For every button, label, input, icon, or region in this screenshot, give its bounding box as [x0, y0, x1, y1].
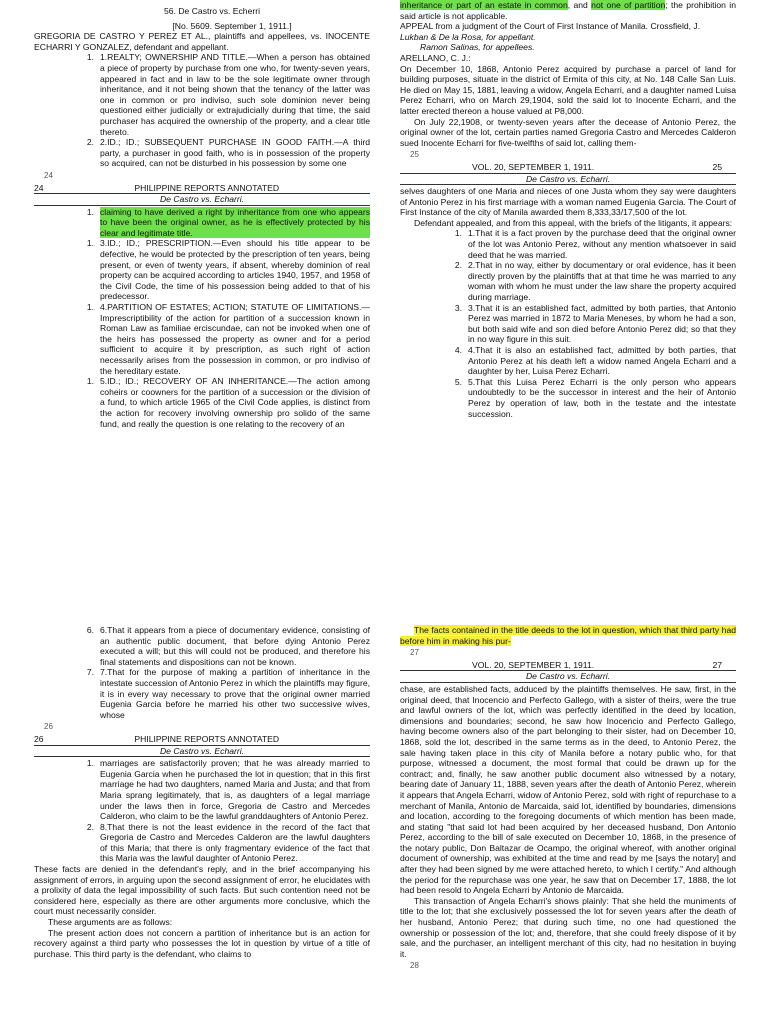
case-title: 56. De Castro vs. Echerri	[164, 6, 260, 16]
docket-number: [No. 5609. September 1, 1911.]	[172, 20, 292, 31]
list-item: 1. claiming to have derived a right by inheritance from one who appears to have been the original owner, as he is effectively protected by his clear and legitimate title.	[86, 206, 370, 238]
case-parties: GREGORIA DE CASTRO Y PEREZ ET AL., plaintiffs and appellees, vs. INOCENTE ECHARRI Y GONZALEZ, defendant and appellant.	[34, 31, 370, 52]
running-subtitle: De Castro vs. Echarri.	[34, 194, 370, 206]
opinion-paragraph: These facts are denied in the defendant's reply, and in the brief accompanying his assignment of errors, in arguing upon the second assignment of error, he elucidates with a prolixity of data the legal impossibility of such facts. But such contention need not be considered here, especially as there are other arguments more conclusive, which the court must necessarily consider.	[34, 864, 370, 917]
syllabus-list-continued	[34, 207, 370, 429]
page-number: 28	[410, 961, 419, 971]
opinion-paragraph: On July 22,1908, or twenty-seven years after the decease of Antonio Perez, the original owner of the lot, certain parties named Gregoria Castro and Mercedes Calderon sued Inocente Echarri for five-twelfths of said lot, calling them-	[400, 116, 736, 148]
syllabus-list	[34, 52, 370, 169]
list-item: 4. 4.That it is also an established fact, admitted by both parties, that Antonio Perez at his death left a widow named Angela Echarri and a daughter by her, Luisa Perez Echarri.	[454, 345, 736, 377]
running-header: 26 PHILIPPINE REPORTS ANNOTATED	[34, 734, 370, 746]
list-item: 1. marriages are satisfactorily proven; that he was already married to Eugenia Garcia when he purchased the lot in question; that in this first marriage he had two daughters, named Maria and Justa; and that from Maria sprang legitimately, that is, as daughters of a legal marriage under the laws then in force, Gregoria de Castro and Mercedes Calderon, who claim to be the lawful granddaughters of Antonio Perez.	[86, 758, 370, 822]
list-item: 1. 5.ID.; ID.; RECOVERY OF AN INHERITANCE.—The action among coheirs or coowners for the partition of a succession or the division of a fund, to which article 1965 of the Civil Code applies, is distinct from the action for recovery involving ownership pro solido of the same fund, and really the question is one relating to the recovery of an	[86, 376, 370, 429]
list-item: 2. 8.That there is not the least evidence in the record of the fact that Gregoria de Castro and Mercedes Calderon are the lawful daughters of this Maria; that there is only fragmentary evidence of the fact that this Maria was the lawful daughter of Antonio Perez.	[86, 821, 370, 864]
list-item: 1. 3.ID.; ID.; PRESCRIPTION.—Even should his title appear to be defective, he would be protected by the prescription of ten years, being present, or even of twenty years, if absent, whereby dominion of real property can be acquired according to articles 1940, 1957, and 1958 of the Civil Code, the time of his possession being added to that of his predecessor.	[86, 238, 370, 302]
list-item: 1. 1.That it is a fact proven by the purchase deed that the original owner of the lot was Antonio Perez, without any mention whatsoever in said deed that he was married.	[454, 228, 736, 260]
opinion-paragraph: The facts contained in the title deeds to the lot in question, which that third party had before him in making his pur-	[400, 625, 736, 646]
counsel-appellees: Ramon Salinas, for appellees.	[420, 42, 535, 53]
list-item: 1. 1.REALTY; OWNERSHIP AND TITLE.—When a person has obtained a piece of property by purchase from one who, for twenty-seven years, appeared in fact and in law to be the sole legitimate owner through inheritance, and it not being shown that the tenancy of the latter was one in common or pro indiviso, such sole dominion never being questioned either judicially or extrajudicially during that time, the said purchaser has acquired the ownership of the property, and a clear title thereto.	[86, 52, 370, 137]
findings-list-continued	[34, 625, 370, 720]
counsel-appellant: Lukban & De la Rosa, for appellant.	[400, 31, 536, 42]
running-header: 24 PHILIPPINE REPORTS ANNOTATED	[34, 183, 370, 195]
list-item: 6. 6.That it appears from a piece of documentary evidence, consisting of an authentic public document, that before dying Antonio Perez executed a will; but this will could not be produced, and therefore his final statements and dispositions can not be known.	[86, 625, 370, 667]
opinion-paragraph: This transaction of Angela Echarri's shows plainly: That she held the muniments of title to the lot; that she exclusively possessed the lot for seven years after the death of her husband, Antonio Perez; that during such time, no one had questioned the ownership or possession of the lot; and, therefore, that she could freely dispose of it by sale, and the purchaser, an intelligent merchant of this city, had no hesitation in buying it.	[400, 895, 736, 959]
list-item: 1. 4.PARTITION OF ESTATES; ACTION; STATUTE OF LIMITATIONS.—Imprescriptibility of the action for partition of a succession known in Roman Law as familiae erciscundae, can not be invoked when one of the heirs has possessed the property as owner and for a period sufficient to acquire it by prescription, as such right of action necessarily arises from the possession in common, or pro indiviso of the hereditary estate.	[86, 302, 370, 376]
opinion-paragraph: selves daughters of one Maria and nieces of one Justa whom they say were daughters of Antonio Perez in his first marriage with a woman named Eugenia Garcia. The Court of First Instance of the city of Manila awarded them 8,333,33/17,500 of the lot.	[400, 186, 736, 218]
page-27-column	[400, 625, 736, 972]
list-item: 3. 3.That it is an established fact, admitted by both parties, that Antonio Perez was married in 1872 to Maria Meneses, by whom he had a son, but both said wife and son died before Antonio Perez did; so that they in no way figure in this suit.	[454, 302, 736, 345]
list-item: 2. 2.ID.; ID.; SUBSEQUENT PURCHASE IN GOOD FAITH.—A third party, a purchaser in good faith, who is in possession of the property so acquired, can not be disturbed in his possession by some one	[86, 137, 370, 169]
opinion-paragraph: Defendant appealed, and from this appeal, with the briefs of the litigants, it appears:	[414, 217, 733, 228]
opinion-paragraph: On December 10, 1868, Antonio Perez acquired by purchase a parcel of land for building purposes, situate in the district of Ermita of this city, at No. 148 Calle San Luis. He died on May 15, 1881, leaving a widow, Angela Echarri, and a daughter named Luisa Perez Echarri, who on March 29,1904, sold the said lot to Inocente Echarri, and the latter erected thereon a house valued at P8,000.	[400, 63, 736, 116]
running-subtitle: De Castro vs. Echarri.	[400, 174, 736, 186]
page-number: 25	[410, 150, 419, 160]
page-25-column	[400, 0, 736, 419]
page-number: 26	[44, 722, 53, 732]
running-subtitle: De Castro vs. Echarri.	[400, 671, 736, 683]
page-23-column	[34, 6, 370, 429]
list-item: 5. 5.That this Luisa Perez Echarri is the only person who appears undoubtedly to be the successor in interest and the heir of Antonio Perez by operation of law, both in the testate and the intestate succession.	[454, 376, 736, 419]
page-26-column	[34, 625, 370, 959]
page-number: 27	[410, 648, 419, 658]
opinion-paragraph: The present action does not concern a partition of inheritance but is an action for recovery against a third party who possesses the lot in question by virtue of a title of purchase. This third party is the defendant, who claims to	[34, 927, 370, 959]
findings-list-continued	[34, 758, 370, 864]
opinion-paragraph: These arguments are as follows:	[48, 917, 173, 928]
page-number: 24	[44, 170, 53, 180]
appeal-line: APPEAL from a judgment of the Court of First Instance of Manila. Crossfield, J.	[400, 21, 701, 32]
findings-list	[400, 228, 736, 419]
running-header: VOL. 20, SEPTEMBER 1, 1911. 27	[400, 660, 736, 672]
list-item: 2. 2.That in no way, either by documentary or oral evidence, has it been directly proven by the plaintiffs that at that time he was married to any woman with whom he must under the law share the property acquired during marriage.	[454, 260, 736, 303]
opinion-paragraph: chase, are established facts, adduced by the plaintiffs themselves. He saw, first, in the original deed, that Inocencio and Perfecto Gallego, with a sister of theirs, were the true and lawful owners of the lot, which was perfectly identified in the deed by location, dimensions and boundaries; second, he saw how Inocencio and Perfecto Gallego, having become owners also of the part belonging to their sister, had on December 10, 1868, sold the lot, described in the same terms as in the deed, to Antonio Perez, the sale having taken place in this city of Manila before a notary public who, for that purpose, witnessed a document, the most formal that could be drawn up for the contract; and, finally, he saw another public document also witnessed by a notary, bearing date of January 11, 1888, seven years after the death of Antonio Perez, wherein it appears that Angela Echarri, widow of Antonio Perez, sold with right of repurchase to a merchant of Manila, Antonio de Marcaida, said lot, identified by boundaries, dimensions and location, according to the foregoing documents of which mention has been made, and stating "that said lot had been acquired by her deceased husband, Don Antonio Perez, according to the bill of sale executed on December 10, 1868, in the presence of the notary public, Don Baltazar de Ocampo, the original whereof, with another original document of ownership, was exhibited at the time and read by me [says the notary] and after they had been signed by me were attached hereto, to which I certify." And although the period for the repurchase was one year, he saw that on December 17, 1888, the lot had been resold to Angela Echarri by Antonio de Marcaida.	[400, 683, 736, 896]
running-header: VOL. 20, SEPTEMBER 1, 1911. 25	[400, 162, 736, 174]
list-item: 7. 7.That for the purpose of making a partition of inheritance in the intestate succession of Antonio Perez in which the plaintiffs may figure, it is in every way necessary to prove that the original owner married Eugenia Garcia before he married his other two successive wives, whose	[86, 667, 370, 720]
running-subtitle: De Castro vs. Echarri.	[34, 746, 370, 758]
continuation-line: inheritance or part of an estate in common, and not one of partition; the prohibition in said article is not applicable.	[400, 0, 736, 21]
judge-name: ARELLANO, C. J.:	[400, 52, 471, 63]
